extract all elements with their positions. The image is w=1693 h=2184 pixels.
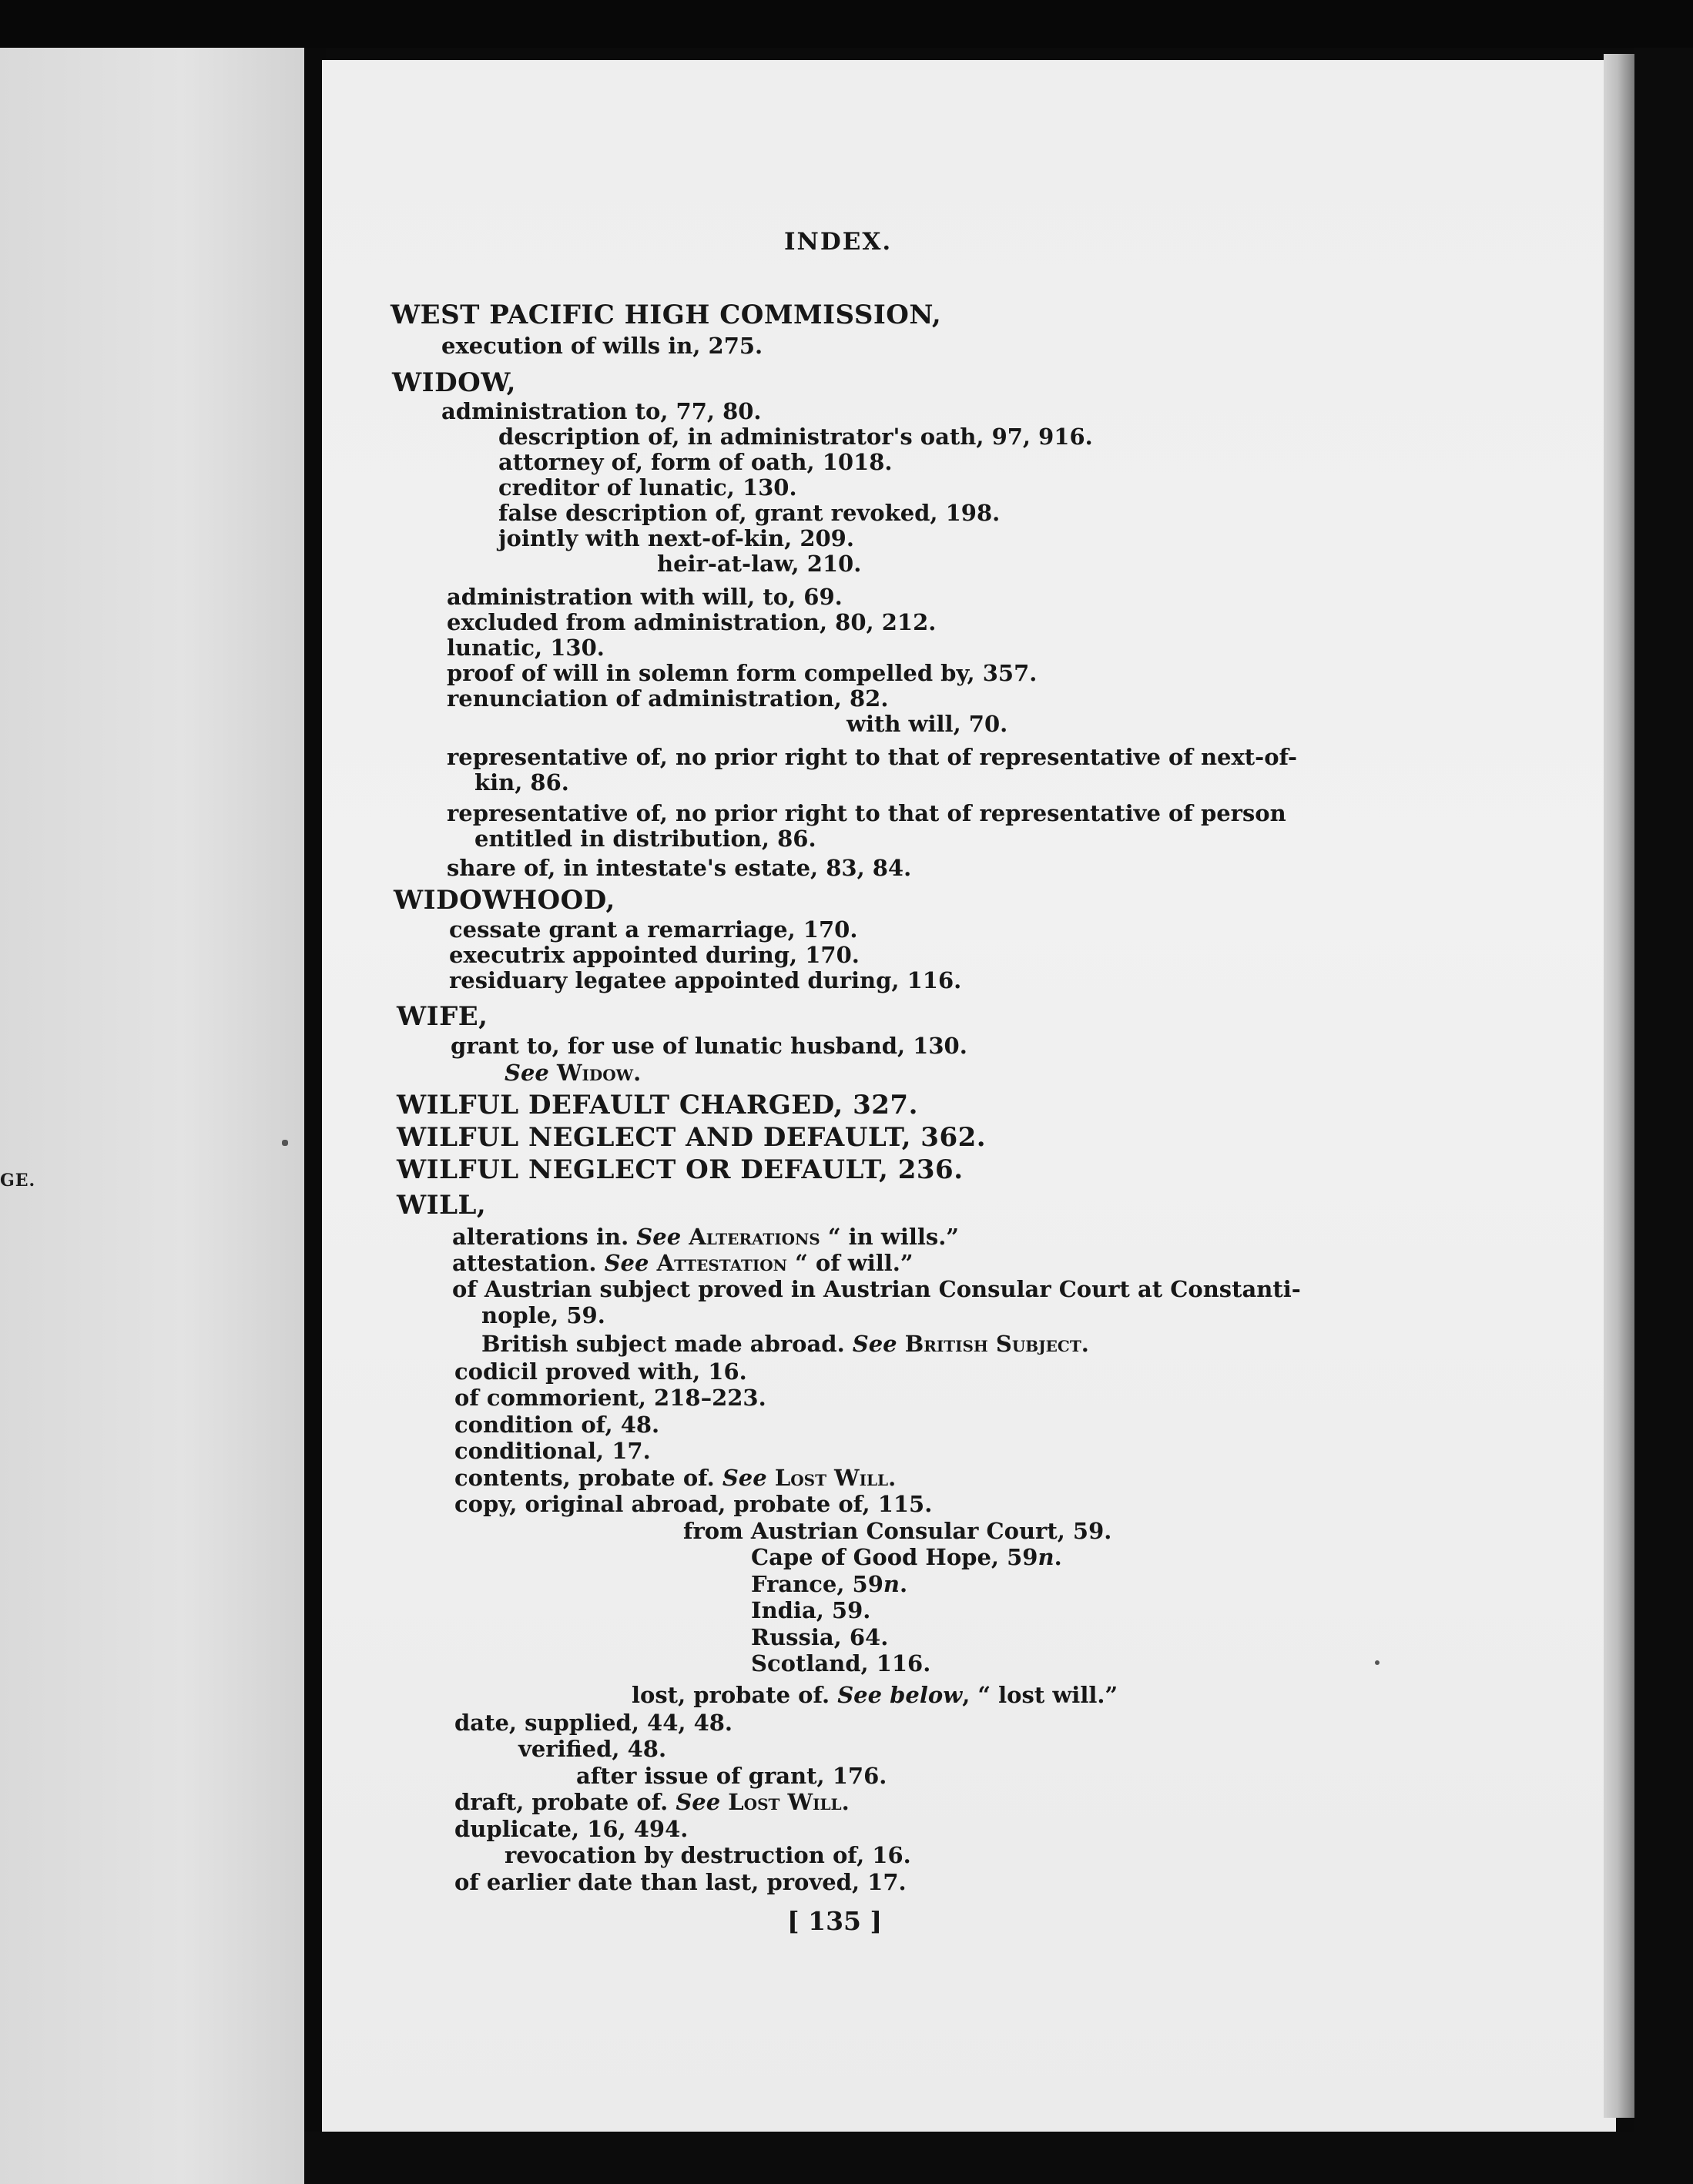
index-entry: of Austrian subject proved in Austrian Consular Court at Constanti- — [452, 1276, 1301, 1302]
index-entry: duplicate, 16, 494. — [454, 1816, 689, 1842]
entry-text: attestation. — [452, 1250, 597, 1276]
index-entry — [751, 1571, 907, 1597]
see-label: See — [722, 1465, 767, 1491]
index-entry: verified, 48. — [518, 1736, 667, 1762]
index-entry: India, 59. — [751, 1597, 871, 1623]
index-entry: proof of will in solemn form compelled by, 357. — [447, 660, 1038, 686]
entry-text: alterations in. — [452, 1224, 629, 1250]
previous-page-text-fragment: GE. — [0, 1171, 36, 1191]
index-entry: administration to, 77, 80. — [441, 398, 762, 424]
index-entry: creditor of lunatic, 130. — [498, 474, 797, 501]
cross-reference-target: Alterations — [689, 1224, 820, 1250]
index-entry: jointly with next-of-kin, 209. — [498, 525, 854, 551]
cross-reference-target: British Subject. — [904, 1331, 1089, 1357]
note-suffix: n — [883, 1571, 900, 1597]
entry-text: British subject made abroad. — [481, 1331, 845, 1357]
index-entry: nople, 59. — [481, 1302, 605, 1328]
entry-punctuation: . — [1054, 1544, 1062, 1570]
index-entry: of commorient, 218–223. — [454, 1385, 766, 1411]
index-entry: condition of, 48. — [454, 1412, 660, 1438]
index-cross-reference — [505, 1060, 641, 1086]
index-entry: lunatic, 130. — [447, 635, 605, 661]
cross-reference-target: Lost Will. — [774, 1465, 897, 1491]
index-entry — [632, 1682, 1118, 1708]
entry-text: “ in wills.” — [827, 1224, 959, 1250]
index-heading: WILFUL NEGLECT OR DEFAULT, 236. — [397, 1154, 964, 1185]
index-entry: with will, 70. — [846, 711, 1008, 737]
entry-text: France, 59 — [751, 1571, 883, 1597]
see-label: See below — [837, 1682, 963, 1708]
index-entry: grant to, for use of lunatic husband, 130. — [451, 1033, 967, 1059]
index-entry: representative of, no prior right to that of representative of next-of- — [447, 744, 1298, 770]
index-entry: from Austrian Consular Court, 59. — [683, 1518, 1112, 1544]
index-entry: attorney of, form of oath, 1018. — [498, 449, 893, 475]
index-entry — [454, 1789, 850, 1815]
index-entry: execution of wills in, 275. — [441, 333, 763, 359]
index-entry: false description of, grant revoked, 198. — [498, 500, 1001, 526]
scan-top-border — [0, 0, 1693, 48]
entry-text: Cape of Good Hope, 59 — [751, 1544, 1038, 1570]
index-heading: WILFUL NEGLECT AND DEFAULT, 362. — [397, 1122, 987, 1153]
index-heading: WIFE, — [397, 1001, 488, 1032]
index-entry: codicil proved with, 16. — [454, 1358, 747, 1385]
index-heading: WEST PACIFIC HIGH COMMISSION, — [391, 300, 942, 330]
note-suffix: n — [1038, 1544, 1054, 1570]
index-entry: copy, original abroad, probate of, 115. — [454, 1491, 933, 1517]
index-entry: renunciation of administration, 82. — [447, 685, 889, 712]
scan-speck — [1375, 1660, 1380, 1665]
see-label: See — [636, 1224, 682, 1250]
previous-page-fragment — [0, 48, 304, 2184]
index-heading: WILL, — [397, 1190, 487, 1221]
entry-punctuation: . — [899, 1571, 908, 1597]
scan-right-border — [1634, 48, 1693, 2184]
entry-text: , “ lost will.” — [962, 1682, 1118, 1708]
cross-reference-target: Attestation — [656, 1250, 787, 1276]
index-entry: executrix appointed during, 170. — [449, 942, 860, 968]
cross-reference-target: Lost Will. — [728, 1789, 850, 1815]
page-header: INDEX. — [784, 228, 893, 256]
index-entry: excluded from administration, 80, 212. — [447, 609, 937, 635]
index-entry: representative of, no prior right to that of representative of person — [447, 800, 1286, 826]
index-entry: revocation by destruction of, 16. — [505, 1842, 911, 1868]
index-entry: conditional, 17. — [454, 1438, 651, 1464]
index-entry: administration with will, to, 69. — [447, 584, 843, 610]
index-entry — [452, 1224, 959, 1250]
index-entry: Russia, 64. — [751, 1624, 889, 1650]
index-entry — [751, 1544, 1062, 1570]
index-entry — [481, 1331, 1089, 1357]
scan-speck — [282, 1140, 288, 1146]
entry-text: lost, probate of. — [632, 1682, 830, 1708]
page-number: [ 135 ] — [787, 1906, 883, 1936]
see-label: See — [676, 1789, 721, 1815]
index-entry: kin, 86. — [474, 769, 569, 796]
entry-text: contents, probate of. — [454, 1465, 715, 1491]
index-entry: date, supplied, 44, 48. — [454, 1710, 733, 1736]
index-entry — [452, 1250, 914, 1276]
see-label: See — [505, 1060, 549, 1086]
cross-reference-target: Widow. — [556, 1060, 642, 1086]
index-entry: residuary legatee appointed during, 116. — [449, 967, 962, 993]
entry-text: draft, probate of. — [454, 1789, 669, 1815]
index-heading: WIDOW, — [392, 367, 516, 398]
scan-bottom-border — [304, 2132, 1693, 2184]
index-entry: description of, in administrator's oath, 97, 916. — [498, 424, 1093, 450]
index-entry: Scotland, 116. — [751, 1650, 931, 1677]
index-entry: share of, in intestate's estate, 83, 84. — [447, 855, 912, 881]
index-entry — [454, 1465, 896, 1491]
index-heading: WILFUL DEFAULT CHARGED, 327. — [397, 1090, 918, 1120]
index-entry: cessate grant a remarriage, 170. — [449, 916, 858, 943]
index-entry: heir-at-law, 210. — [657, 551, 862, 577]
index-entry: entitled in distribution, 86. — [474, 826, 816, 852]
see-label: See — [852, 1331, 897, 1357]
entry-text: “ of will.” — [795, 1250, 914, 1276]
see-label: See — [604, 1250, 649, 1276]
page-edge-shadow — [1604, 54, 1634, 2118]
index-entry: of earlier date than last, proved, 17. — [454, 1869, 907, 1895]
index-entry: after issue of grant, 176. — [576, 1763, 887, 1789]
index-heading: WIDOWHOOD, — [394, 885, 615, 916]
